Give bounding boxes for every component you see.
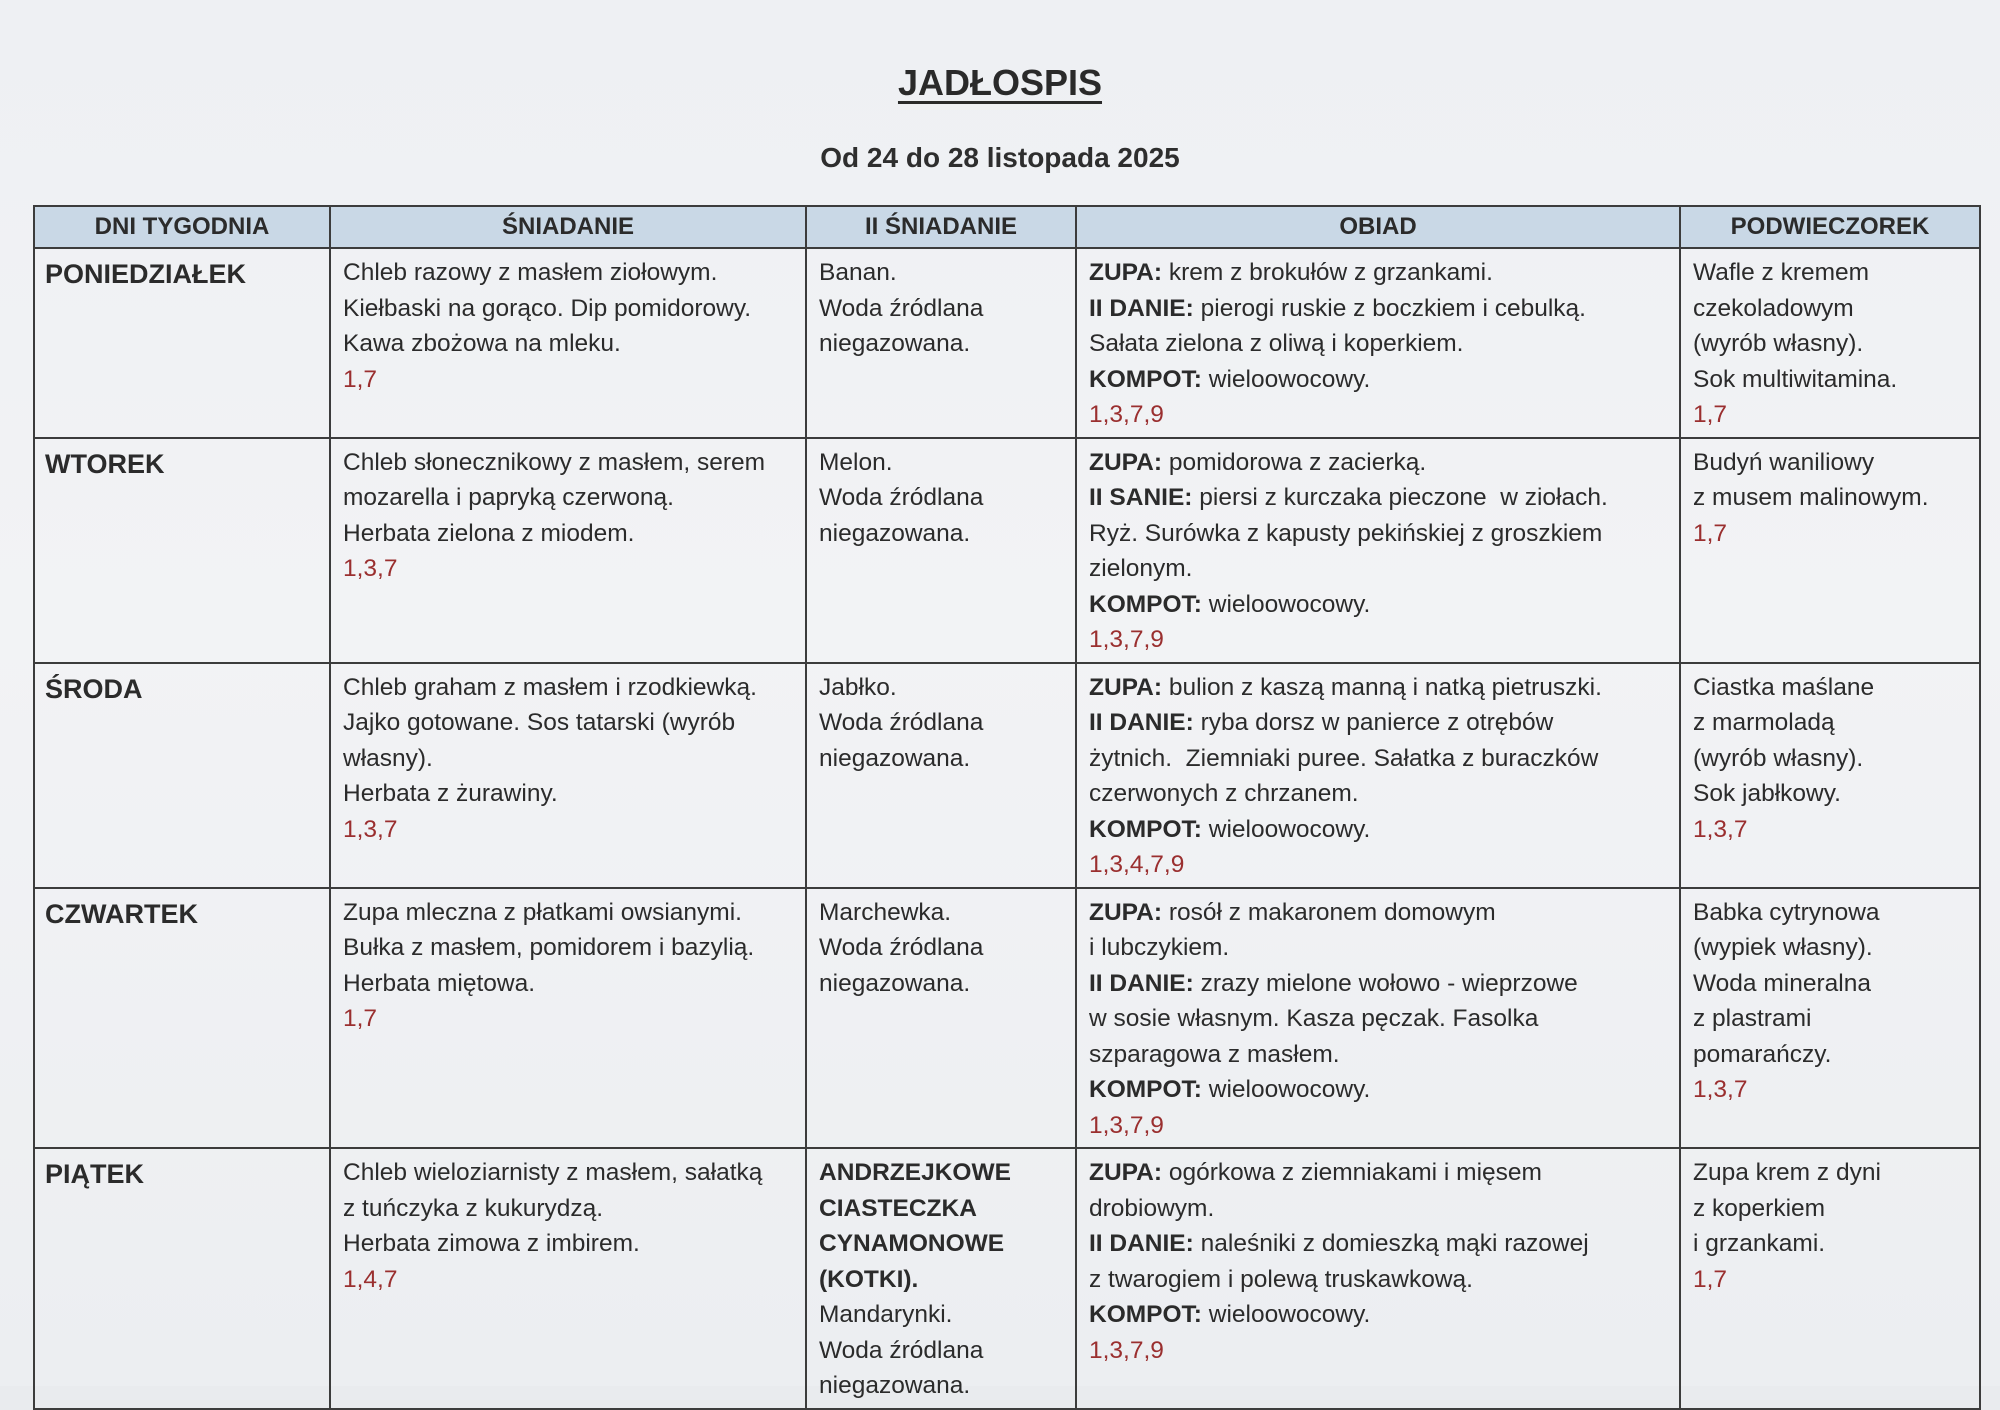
breakfast-line: Herbata miętowa.	[343, 969, 536, 997]
lunch-course-text: i lubczykiem.	[1089, 934, 1230, 961]
breakfast-line: Herbata z żurawiny.	[343, 780, 558, 807]
allergens-label: 1,3,7	[343, 815, 398, 843]
snack-cell	[1680, 1148, 1980, 1409]
table-row	[34, 663, 1980, 888]
snack-cell	[1680, 248, 1980, 438]
lunch-course-text: Sałata zielona z oliwą i koperkiem.	[1089, 330, 1464, 357]
breakfast-line: Jajko gotowane. Sos tatarski (wyrób	[343, 709, 736, 736]
lunch-course-label: KOMPOT:	[1089, 815, 1202, 843]
lunch-line	[1089, 445, 1667, 481]
snack-line: Woda mineralna	[1693, 969, 1871, 997]
lunch-line	[1089, 291, 1667, 327]
day-cell	[34, 663, 330, 888]
day-cell	[34, 248, 330, 438]
lunch-course-text: rosół z makaronem domowym	[1162, 898, 1496, 926]
lunch-course-label: ZUPA:	[1089, 259, 1163, 286]
snack-line: pomarańczy.	[1693, 1040, 1832, 1068]
lunch-course-text: piersi z kurczaka pieczone w ziołach.	[1192, 484, 1608, 511]
lunch-line	[1089, 587, 1667, 623]
lunch-course-text: wieloowocowy.	[1201, 1301, 1371, 1328]
lunch-line	[1089, 1226, 1667, 1262]
lunch-line	[1089, 1037, 1667, 1073]
snack-line: i grzankami.	[1693, 1230, 1826, 1257]
lunch-course-text: żytnich. Ziemniaki puree. Sałatka z buraczków	[1089, 744, 1599, 772]
lunch-line	[1089, 741, 1667, 777]
second-breakfast-cell	[806, 663, 1076, 888]
second-breakfast-line: Mandarynki.	[819, 1301, 953, 1328]
lunch-course-text: zielonym.	[1089, 555, 1193, 582]
lunch-course-label: II SANIE:	[1089, 484, 1193, 511]
second-breakfast-line: Woda źródlana	[819, 294, 984, 322]
day-cell	[34, 1148, 330, 1409]
breakfast-line: Chleb wieloziarnisty z masłem, sałatką	[343, 1159, 763, 1186]
lunch-course-text: wieloowocowy.	[1201, 590, 1371, 618]
lunch-course-text: wieloowocowy.	[1201, 815, 1371, 843]
snack-line: (wypiek własny).	[1693, 934, 1873, 961]
day-name: WTOREK	[45, 448, 165, 479]
breakfast-line: własny).	[343, 744, 433, 772]
lunch-cell	[1076, 248, 1680, 438]
second-breakfast-line: niegazowana.	[819, 1372, 971, 1399]
snack-line: (wyrób własny).	[1693, 330, 1864, 357]
lunch-course-text: drobiowym.	[1089, 1194, 1215, 1222]
allergens-label: 1,3,7	[1693, 815, 1748, 843]
day-cell	[34, 888, 330, 1149]
lunch-line	[1089, 705, 1667, 741]
lunch-cell	[1076, 888, 1680, 1149]
lunch-course-text: szparagowa z masłem.	[1089, 1040, 1340, 1068]
lunch-line	[1089, 1297, 1667, 1333]
snack-line: Babka cytrynowa	[1693, 898, 1880, 926]
snack-line: Zupa krem z dyni	[1693, 1159, 1881, 1186]
lunch-line	[1089, 930, 1667, 966]
breakfast-line: Chleb słonecznikowy z masłem, serem	[343, 448, 766, 476]
second-breakfast-line: Woda źródlana	[819, 484, 984, 511]
day-name: CZWARTEK	[45, 898, 198, 929]
second-breakfast-bold-line: CIASTECZKA	[819, 1194, 977, 1222]
snack-line: Wafle z kremem	[1693, 259, 1870, 286]
breakfast-line: Chleb graham z masłem i rzodkiewką.	[343, 673, 757, 701]
allergens-label: 1,3,4,7,9	[1089, 851, 1185, 878]
header-row	[34, 206, 1980, 248]
lunch-line	[1089, 1155, 1667, 1191]
snack-line: z marmoladą	[1693, 709, 1835, 736]
breakfast-line: Kiełbaski na gorąco. Dip pomidorowy.	[343, 294, 752, 322]
day-cell	[34, 438, 330, 663]
snack-line: z koperkiem	[1693, 1194, 1826, 1222]
breakfast-line: Bułka z masłem, pomidorem i bazylią.	[343, 934, 755, 961]
lunch-line	[1089, 516, 1667, 552]
allergens-label: 1,3,7,9	[1089, 1111, 1164, 1139]
lunch-course-text: ogórkowa z ziemniakami i mięsem	[1162, 1159, 1542, 1186]
second-breakfast-cell	[806, 248, 1076, 438]
table-row	[34, 248, 1980, 438]
lunch-course-text: czerwonych z chrzanem.	[1089, 780, 1359, 807]
lunch-course-text: wieloowocowy.	[1201, 365, 1371, 393]
lunch-course-text: z twarogiem i polewą truskawkową.	[1089, 1265, 1473, 1293]
breakfast-cell	[330, 663, 806, 888]
snack-cell	[1680, 663, 1980, 888]
second-breakfast-bold-line: CYNAMONOWE	[819, 1230, 1005, 1257]
snack-line: Ciastka maślane	[1693, 673, 1875, 701]
table-row	[34, 438, 1980, 663]
allergens-label: 1,7	[343, 1005, 378, 1032]
lunch-line	[1089, 480, 1667, 516]
page-title: JADŁOSPIS	[897, 62, 1103, 103]
second-breakfast-cell	[806, 1148, 1076, 1409]
lunch-course-text: ryba dorsz w panierce z otrębów	[1193, 709, 1554, 736]
lunch-line	[1089, 670, 1667, 706]
lunch-course-label: ZUPA:	[1089, 448, 1163, 476]
lunch-course-text: w sosie własnym. Kasza pęczak. Fasolka	[1089, 1005, 1539, 1032]
snack-line: (wyrób własny).	[1693, 744, 1864, 772]
second-breakfast-bold-line: (KOTKI).	[819, 1265, 919, 1293]
second-breakfast-line: niegazowana.	[819, 969, 971, 997]
second-breakfast-line: niegazowana.	[819, 744, 971, 772]
snack-line: Sok jabłkowy.	[1693, 780, 1841, 807]
lunch-course-label: II DANIE:	[1089, 709, 1194, 736]
lunch-line	[1089, 776, 1667, 812]
lunch-course-text: wieloowocowy.	[1201, 1076, 1371, 1103]
table-row	[34, 1148, 1980, 1409]
lunch-course-label: ZUPA:	[1089, 1159, 1163, 1186]
second-breakfast-line: Jabłko.	[819, 673, 897, 701]
allergens-label: 1,3,7,9	[1089, 626, 1164, 653]
allergens-label: 1,3,7,9	[1089, 401, 1164, 428]
second-breakfast-cell	[806, 888, 1076, 1149]
header-days: DNI TYGODNIA	[34, 206, 330, 248]
allergens-label: 1,7	[343, 365, 378, 393]
breakfast-line: z tuńczyka z kukurydzą.	[343, 1194, 604, 1222]
second-breakfast-line: Woda źródlana	[819, 1336, 984, 1364]
lunch-course-text: pomidorowa z zacierką.	[1162, 448, 1427, 476]
lunch-line	[1089, 326, 1667, 362]
snack-line: z musem malinowym.	[1693, 484, 1929, 511]
date-range: Od 24 do 28 listopada 2025	[820, 142, 1180, 173]
breakfast-line: Herbata zimowa z imbirem.	[343, 1230, 640, 1257]
day-name: PONIEDZIAŁEK	[45, 259, 247, 289]
allergens-label: 1,3,7,9	[1089, 1336, 1164, 1364]
header-lunch: OBIAD	[1076, 206, 1680, 248]
allergens-label: 1,7	[1693, 401, 1728, 428]
allergens-label: 1,7	[1693, 519, 1728, 547]
lunch-course-label: KOMPOT:	[1089, 1301, 1202, 1328]
second-breakfast-line: Melon.	[819, 448, 893, 476]
header-breakfast: ŚNIADANIE	[330, 206, 806, 248]
lunch-course-text: pierogi ruskie z boczkiem i cebulką.	[1193, 294, 1586, 322]
breakfast-cell	[330, 438, 806, 663]
day-name: PIĄTEK	[45, 1159, 145, 1189]
second-breakfast-line: niegazowana.	[819, 330, 971, 357]
header-snack: PODWIECZOREK	[1680, 206, 1980, 248]
lunch-line	[1089, 1072, 1667, 1108]
allergens-label: 1,3,7	[1693, 1076, 1748, 1103]
second-breakfast-line: Marchewka.	[819, 898, 952, 926]
second-breakfast-line: Woda źródlana	[819, 934, 984, 961]
lunch-line	[1089, 966, 1667, 1002]
breakfast-cell	[330, 248, 806, 438]
lunch-line	[1089, 1262, 1667, 1298]
menu-table	[33, 205, 1981, 1410]
breakfast-line: Zupa mleczna z płatkami owsianymi.	[343, 898, 742, 926]
snack-line: Sok multiwitamina.	[1693, 365, 1898, 393]
lunch-line	[1089, 895, 1667, 931]
breakfast-line: Chleb razowy z masłem ziołowym.	[343, 259, 718, 286]
second-breakfast-line: niegazowana.	[819, 519, 971, 547]
snack-cell	[1680, 438, 1980, 663]
header-second-breakfast: II ŚNIADANIE	[806, 206, 1076, 248]
second-breakfast-cell	[806, 438, 1076, 663]
allergens-label: 1,3,7	[343, 555, 398, 582]
lunch-line	[1089, 1001, 1667, 1037]
lunch-course-label: II DANIE:	[1089, 1230, 1194, 1257]
breakfast-cell	[330, 1148, 806, 1409]
second-breakfast-line: Woda źródlana	[819, 709, 984, 736]
lunch-line	[1089, 812, 1667, 848]
day-name: ŚRODA	[45, 673, 143, 704]
lunch-course-label: II DANIE:	[1089, 294, 1194, 322]
snack-line: czekoladowym	[1693, 294, 1854, 322]
lunch-cell	[1076, 438, 1680, 663]
allergens-label: 1,7	[1693, 1265, 1728, 1293]
lunch-cell	[1076, 1148, 1680, 1409]
lunch-course-text: naleśniki z domieszką mąki razowej	[1193, 1230, 1589, 1257]
snack-line: z plastrami	[1693, 1005, 1812, 1032]
lunch-course-label: ZUPA:	[1089, 673, 1163, 701]
breakfast-line: Kawa zbożowa na mleku.	[343, 330, 621, 357]
lunch-course-text: krem z brokułów z grzankami.	[1162, 259, 1493, 286]
lunch-cell	[1076, 663, 1680, 888]
allergens-label: 1,4,7	[343, 1265, 398, 1293]
breakfast-cell	[330, 888, 806, 1149]
snack-cell	[1680, 888, 1980, 1149]
snack-line: Budyń waniliowy	[1693, 448, 1875, 476]
lunch-line	[1089, 362, 1667, 398]
second-breakfast-bold-line: ANDRZEJKOWE	[819, 1159, 1011, 1186]
lunch-course-text: zrazy mielone wołowo - wieprzowe	[1193, 969, 1578, 997]
lunch-course-text: bulion z kaszą manną i natką pietruszki.	[1162, 673, 1602, 701]
lunch-course-label: KOMPOT:	[1089, 590, 1202, 618]
lunch-course-label: II DANIE:	[1089, 969, 1194, 997]
lunch-course-label: KOMPOT:	[1089, 365, 1202, 393]
lunch-course-text: Ryż. Surówka z kapusty pekińskiej z groszkiem	[1089, 519, 1603, 547]
breakfast-line: Herbata zielona z miodem.	[343, 519, 635, 547]
lunch-line	[1089, 551, 1667, 587]
lunch-line	[1089, 1191, 1667, 1227]
table-row	[34, 888, 1980, 1149]
lunch-course-label: ZUPA:	[1089, 898, 1163, 926]
lunch-course-label: KOMPOT:	[1089, 1076, 1202, 1103]
lunch-line	[1089, 255, 1667, 291]
second-breakfast-line: Banan.	[819, 259, 897, 286]
breakfast-line: mozarella i papryką czerwoną.	[343, 484, 674, 511]
